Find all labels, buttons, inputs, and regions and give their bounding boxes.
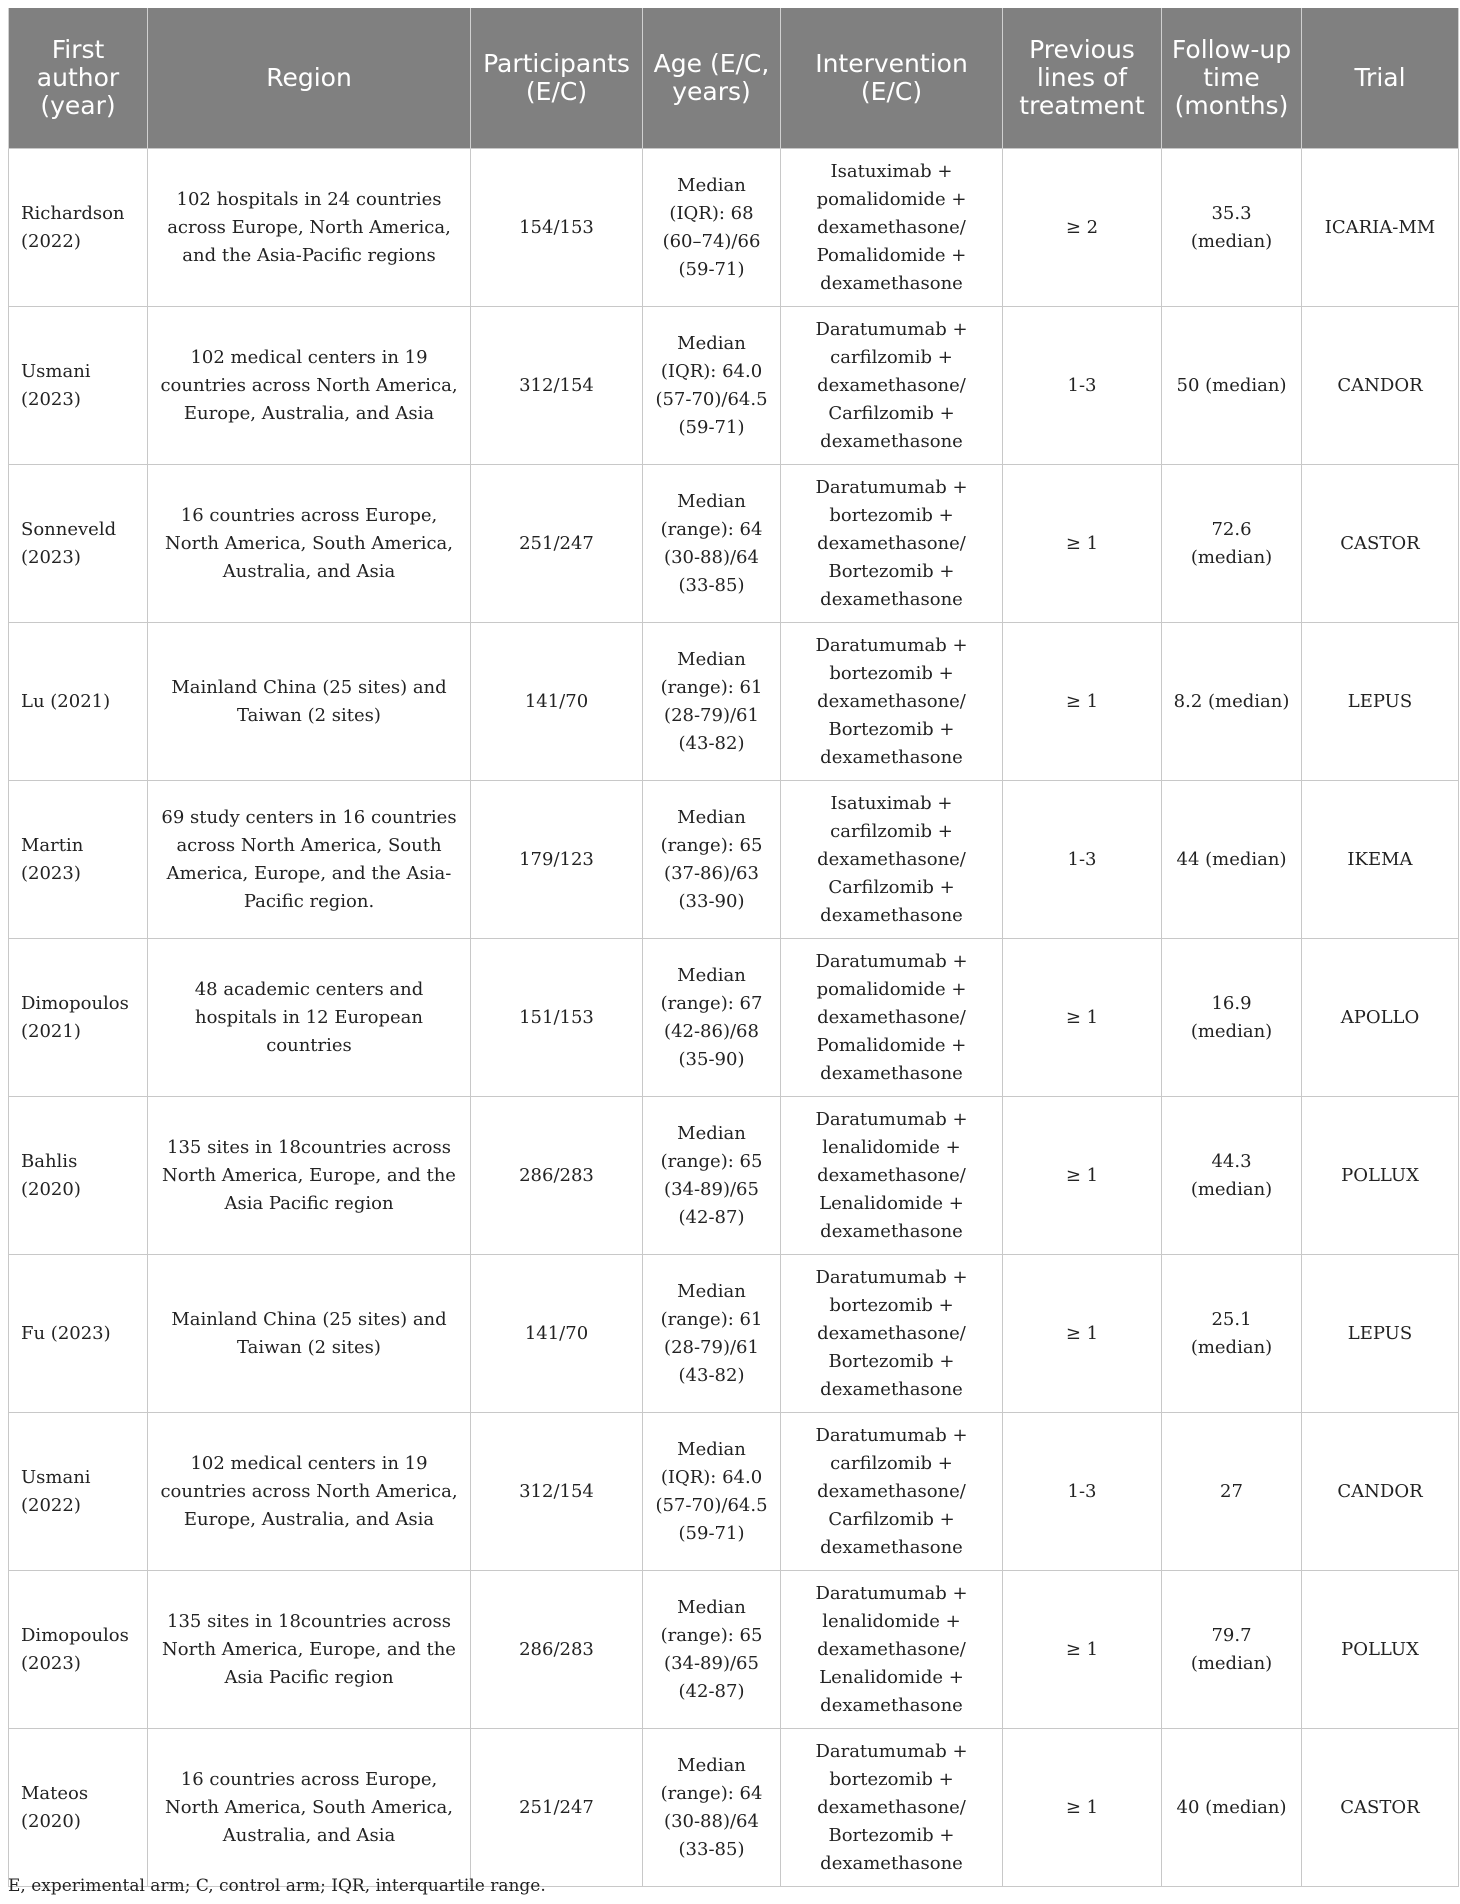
- cell-previous-lines: ≥ 1: [1003, 465, 1162, 623]
- cell-intervention: Daratumumab + bortezomib + dexamethasone/ Bortezomib + dexamethasone: [781, 1255, 1003, 1413]
- cell-intervention: Daratumumab + carfilzomib + dexamethasone/ Carfilzomib + dexamethasone: [781, 1413, 1003, 1571]
- table-row: [9, 149, 1459, 307]
- header-region: Region: [148, 8, 471, 149]
- cell-follow-up: 50 (median): [1162, 307, 1302, 465]
- cell-first-author: Sonneveld (2023): [9, 465, 148, 623]
- cell-age: Median (range): 65 (34-89)/65 (42-87): [643, 1097, 781, 1255]
- cell-participants: 312/154: [471, 307, 643, 465]
- table-body: [9, 149, 1459, 1887]
- cell-age: Median (IQR): 64.0 (57-70)/64.5 (59-71): [643, 1413, 781, 1571]
- cell-region: 48 academic centers and hospitals in 12 European countries: [148, 939, 471, 1097]
- table-row: [9, 1571, 1459, 1729]
- table-row: [9, 939, 1459, 1097]
- cell-region: 69 study centers in 16 countries across North America, South America, Europe, and the Asia-Pacific region.: [148, 781, 471, 939]
- cell-first-author: Dimopoulos (2021): [9, 939, 148, 1097]
- cell-age: Median (range): 61 (28-79)/61 (43-82): [643, 623, 781, 781]
- cell-region: 16 countries across Europe, North America, South America, Australia, and Asia: [148, 1729, 471, 1887]
- cell-participants: 179/123: [471, 781, 643, 939]
- cell-age: Median (IQR): 68 (60–74)/66 (59-71): [643, 149, 781, 307]
- cell-intervention: Daratumumab + bortezomib + dexamethasone/ Bortezomib + dexamethasone: [781, 623, 1003, 781]
- cell-previous-lines: 1-3: [1003, 781, 1162, 939]
- cell-follow-up: 40 (median): [1162, 1729, 1302, 1887]
- cell-trial: CASTOR: [1302, 1729, 1459, 1887]
- cell-first-author: Mateos (2020): [9, 1729, 148, 1887]
- cell-age: Median (range): 64 (30-88)/64 (33-85): [643, 465, 781, 623]
- cell-follow-up: 16.9 (median): [1162, 939, 1302, 1097]
- cell-intervention: Daratumumab + lenalidomide + dexamethasone/ Lenalidomide + dexamethasone: [781, 1571, 1003, 1729]
- cell-age: Median (range): 67 (42-86)/68 (35-90): [643, 939, 781, 1097]
- cell-region: 102 medical centers in 19 countries across North America, Europe, Australia, and Asia: [148, 307, 471, 465]
- cell-intervention: Daratumumab + pomalidomide + dexamethasone/ Pomalidomide + dexamethasone: [781, 939, 1003, 1097]
- cell-previous-lines: ≥ 1: [1003, 1255, 1162, 1413]
- cell-previous-lines: ≥ 2: [1003, 149, 1162, 307]
- cell-region: 135 sites in 18countries across North America, Europe, and the Asia Pacific region: [148, 1097, 471, 1255]
- cell-follow-up: 44.3 (median): [1162, 1097, 1302, 1255]
- header-first-author: First author (year): [9, 8, 148, 149]
- cell-follow-up: 72.6 (median): [1162, 465, 1302, 623]
- cell-participants: 251/247: [471, 1729, 643, 1887]
- cell-previous-lines: 1-3: [1003, 307, 1162, 465]
- table-row: [9, 465, 1459, 623]
- cell-age: Median (IQR): 64.0 (57-70)/64.5 (59-71): [643, 307, 781, 465]
- cell-first-author: Usmani (2022): [9, 1413, 148, 1571]
- cell-region: Mainland China (25 sites) and Taiwan (2 sites): [148, 1255, 471, 1413]
- table-row: [9, 1413, 1459, 1571]
- cell-first-author: Fu (2023): [9, 1255, 148, 1413]
- cell-trial: LEPUS: [1302, 1255, 1459, 1413]
- cell-previous-lines: 1-3: [1003, 1413, 1162, 1571]
- cell-region: 102 medical centers in 19 countries across North America, Europe, Australia, and Asia: [148, 1413, 471, 1571]
- cell-first-author: Dimopoulos (2023): [9, 1571, 148, 1729]
- cell-intervention: Isatuximab + pomalidomide + dexamethasone/ Pomalidomide + dexamethasone: [781, 149, 1003, 307]
- cell-region: 16 countries across Europe, North America, South America, Australia, and Asia: [148, 465, 471, 623]
- cell-first-author: Lu (2021): [9, 623, 148, 781]
- cell-trial: CASTOR: [1302, 465, 1459, 623]
- table-row: [9, 1729, 1459, 1887]
- cell-previous-lines: ≥ 1: [1003, 1097, 1162, 1255]
- cell-participants: 151/153: [471, 939, 643, 1097]
- cell-trial: IKEMA: [1302, 781, 1459, 939]
- header-previous-lines: Previous lines of treatment: [1003, 8, 1162, 149]
- table-row: [9, 1255, 1459, 1413]
- cell-follow-up: 35.3 (median): [1162, 149, 1302, 307]
- table-row: [9, 307, 1459, 465]
- cell-follow-up: 25.1 (median): [1162, 1255, 1302, 1413]
- cell-first-author: Richardson (2022): [9, 149, 148, 307]
- cell-participants: 286/283: [471, 1097, 643, 1255]
- cell-trial: CANDOR: [1302, 1413, 1459, 1571]
- cell-region: 102 hospitals in 24 countries across Europe, North America, and the Asia-Pacific regions: [148, 149, 471, 307]
- cell-first-author: Martin (2023): [9, 781, 148, 939]
- cell-follow-up: 44 (median): [1162, 781, 1302, 939]
- cell-previous-lines: ≥ 1: [1003, 939, 1162, 1097]
- cell-previous-lines: ≥ 1: [1003, 1571, 1162, 1729]
- cell-intervention: Daratumumab + bortezomib + dexamethasone/ Bortezomib + dexamethasone: [781, 465, 1003, 623]
- cell-intervention: Daratumumab + bortezomib + dexamethasone/ Bortezomib + dexamethasone: [781, 1729, 1003, 1887]
- cell-trial: POLLUX: [1302, 1571, 1459, 1729]
- cell-age: Median (range): 64 (30-88)/64 (33-85): [643, 1729, 781, 1887]
- cell-trial: CANDOR: [1302, 307, 1459, 465]
- header-participants: Participants (E/C): [471, 8, 643, 149]
- cell-region: 135 sites in 18countries across North America, Europe, and the Asia Pacific region: [148, 1571, 471, 1729]
- header-row: [9, 8, 1459, 149]
- cell-follow-up: 27: [1162, 1413, 1302, 1571]
- cell-intervention: Isatuximab + carfilzomib + dexamethasone/ Carfilzomib + dexamethasone: [781, 781, 1003, 939]
- table-footnote: E, experimental arm; C, control arm; IQR, interquartile range.: [8, 1876, 546, 1896]
- cell-trial: APOLLO: [1302, 939, 1459, 1097]
- cell-region: Mainland China (25 sites) and Taiwan (2 sites): [148, 623, 471, 781]
- cell-previous-lines: ≥ 1: [1003, 623, 1162, 781]
- cell-participants: 141/70: [471, 623, 643, 781]
- cell-age: Median (range): 65 (37-86)/63 (33-90): [643, 781, 781, 939]
- header-intervention: Intervention (E/C): [781, 8, 1003, 149]
- cell-trial: ICARIA-MM: [1302, 149, 1459, 307]
- cell-participants: 312/154: [471, 1413, 643, 1571]
- cell-participants: 286/283: [471, 1571, 643, 1729]
- study-characteristics-table: [8, 8, 1459, 1887]
- table-row: [9, 781, 1459, 939]
- cell-age: Median (range): 65 (34-89)/65 (42-87): [643, 1571, 781, 1729]
- header-follow-up: Follow-up time (months): [1162, 8, 1302, 149]
- cell-participants: 251/247: [471, 465, 643, 623]
- cell-trial: POLLUX: [1302, 1097, 1459, 1255]
- cell-intervention: Daratumumab + lenalidomide + dexamethasone/ Lenalidomide + dexamethasone: [781, 1097, 1003, 1255]
- study-characteristics-table-container: [8, 8, 1458, 1887]
- cell-first-author: Bahlis (2020): [9, 1097, 148, 1255]
- cell-trial: LEPUS: [1302, 623, 1459, 781]
- cell-participants: 154/153: [471, 149, 643, 307]
- table-row: [9, 1097, 1459, 1255]
- header-age: Age (E/C, years): [643, 8, 781, 149]
- cell-participants: 141/70: [471, 1255, 643, 1413]
- header-trial: Trial: [1302, 8, 1459, 149]
- cell-first-author: Usmani (2023): [9, 307, 148, 465]
- table-row: [9, 623, 1459, 781]
- cell-age: Median (range): 61 (28-79)/61 (43-82): [643, 1255, 781, 1413]
- cell-follow-up: 8.2 (median): [1162, 623, 1302, 781]
- cell-previous-lines: ≥ 1: [1003, 1729, 1162, 1887]
- cell-intervention: Daratumumab + carfilzomib + dexamethasone/ Carfilzomib + dexamethasone: [781, 307, 1003, 465]
- cell-follow-up: 79.7 (median): [1162, 1571, 1302, 1729]
